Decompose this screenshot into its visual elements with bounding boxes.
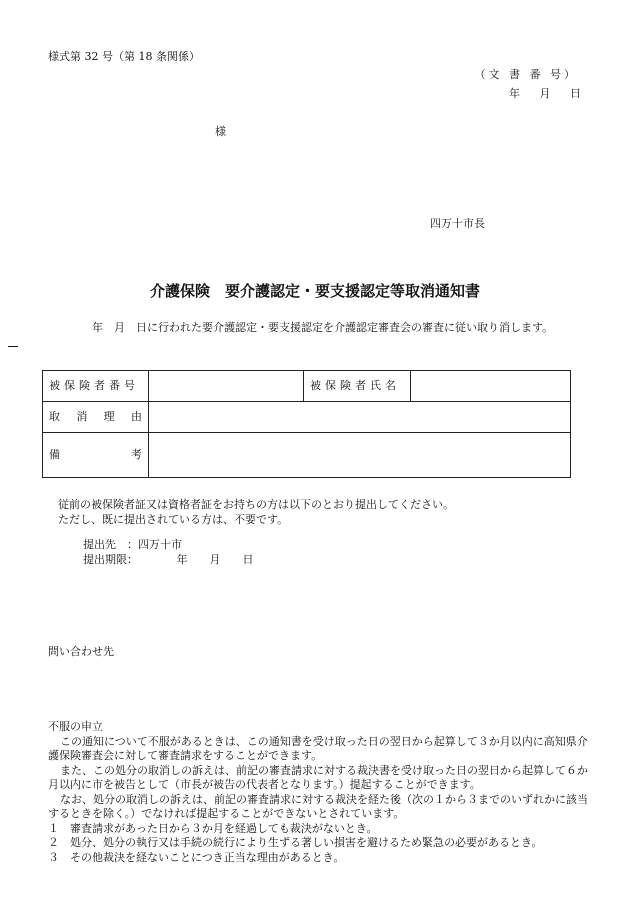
- insured-name-label: 被保険者氏名: [304, 371, 411, 402]
- document-title: 介護保険 要介護認定・要支援認定等取消通知書: [149, 282, 480, 300]
- reason-label: 取 消 理 由: [43, 402, 149, 433]
- margin-mark: [8, 346, 18, 347]
- issuer-name: 四万十市長: [430, 217, 485, 230]
- reason-field[interactable]: [149, 402, 571, 433]
- remarks-field[interactable]: [149, 433, 571, 478]
- table-row-reason: [43, 402, 571, 433]
- issue-date: 年 月 日: [509, 87, 582, 100]
- objection-paragraph: なお、処分の取消しの訴えは、前記の審査請求に対する裁決を経た後（次の１から３までのいずれかに該当するときを除く。）でなければ提起することができないとされています。: [48, 792, 588, 820]
- table-row-insured: [43, 371, 571, 402]
- submission-deadline: 提出期限： 年 月 日: [83, 553, 254, 566]
- document-number: （文 書 番 号）: [474, 68, 578, 81]
- submission-details: [83, 537, 254, 567]
- submission-destination: 提出先 ：四万十市: [83, 538, 182, 551]
- table-row-remarks: [43, 433, 571, 478]
- objection-item: １ 審査請求があった日から３か月を経過しても裁決がないとき。: [48, 821, 378, 835]
- submission-note-line: ただし、既に提出されている方は、不要です。: [58, 513, 289, 526]
- objection-heading: 不服の申立: [48, 720, 103, 733]
- inquiry-label: 問い合わせ先: [48, 645, 114, 658]
- insured-number-field[interactable]: [149, 371, 304, 402]
- recipient-honorific: 様: [215, 125, 226, 138]
- submission-note: [58, 497, 454, 527]
- form-number: 様式第 32 号（第 18 条関係）: [48, 50, 200, 63]
- objection-paragraph: また、この処分の取消しの訴えは、前記の審査請求に対する裁決書を受け取った日の翌日から起算して６か月以内に市を被告として（市長が被告の代表者となります。）提起することができます。: [48, 763, 588, 791]
- body-text: 年 月 日に行われた要介護認定・要支援認定を介護認定審査会の審査に従い取り消します。: [92, 321, 554, 334]
- objection-item: ３ その他裁決を経ないことにつき正当な理由があるとき。: [48, 850, 345, 864]
- objection-section: [48, 720, 593, 865]
- remarks-label: 備 考: [43, 433, 149, 478]
- submission-note-line: 従前の被保険者証又は資格者証をお持ちの方は以下のとおり提出してください。: [58, 498, 454, 511]
- objection-paragraph: この通知について不服があるときは、この通知書を受け取った日の翌日から起算して３か月以内に高知県介護保険審査会に対して審査請求をすることができます。: [48, 734, 588, 762]
- info-table: [42, 370, 571, 478]
- insured-number-label: 被保険者番号: [43, 371, 149, 402]
- insured-name-field[interactable]: [411, 371, 571, 402]
- objection-item: ２ 処分、処分の執行又は手続の続行により生ずる著しい損害を避けるため緊急の必要があるとき。: [48, 836, 543, 849]
